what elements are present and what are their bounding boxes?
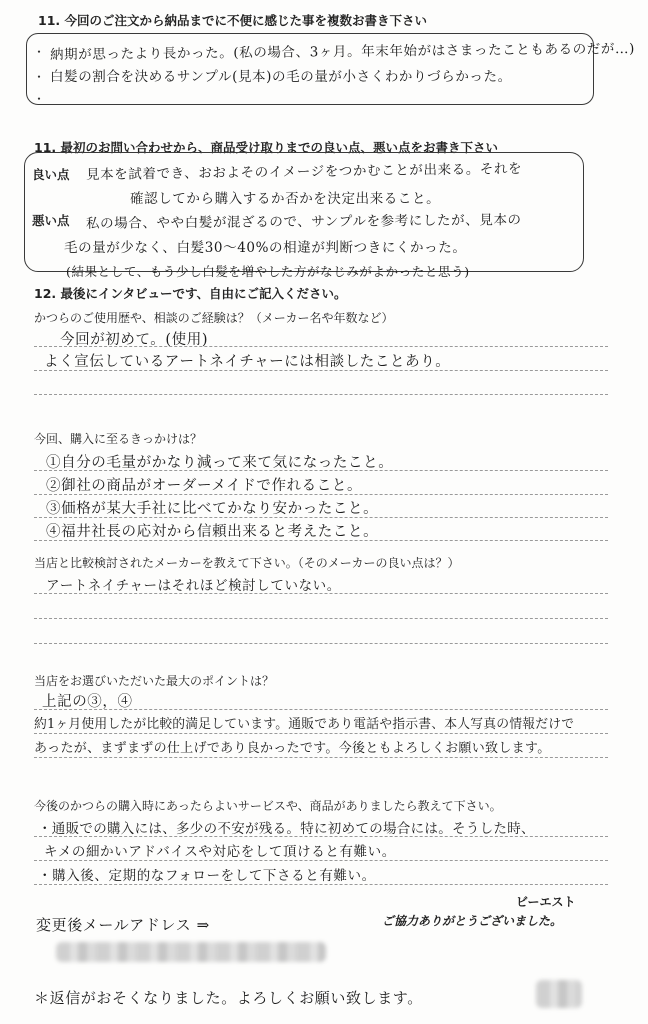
reason-answer-4: ④福井社長の応対から信頼出来ると考えたこと。 (46, 524, 379, 540)
reason-rule-4 (34, 540, 608, 541)
reason-rule-2 (34, 494, 608, 495)
email-label: 変更後メールアドレス ⇒ (36, 916, 210, 934)
good-point-label: 良い点 (32, 167, 70, 182)
point-prompt: 当店をお選びいただいた最大のポイントは？ (34, 674, 275, 688)
bad-point-label: 悪い点 (32, 213, 70, 228)
company-name: ビーエスト (516, 895, 576, 909)
bullet-2: ・ (33, 70, 46, 84)
history-answer-2: よく宣伝しているアートネイチャーには相談したことあり。 (44, 354, 451, 370)
compare-prompt: 当店と比較検討されたメーカーを教えて下さい。（そのメーカーの良い点は？） (34, 556, 460, 570)
reason-answer-2: ②御社の商品がオーダーメイドで作れること。 (46, 478, 363, 494)
service-prompt: 今後のかつらの購入時にあったらよいサービスや、商品がありましたら教えて下さい。 (34, 799, 502, 813)
point-answer-2: 約1ヶ月使用したが比較的満足しています。通販であり電話や指示書、本人写真の情報だけで (34, 717, 575, 732)
history-prompt: かつらのご使用歴や、相談のご経験は？（メーカー名や年数など） (34, 311, 394, 325)
bad-point-line-1: 私の場合、やや白髪が混ざるので、サンプルを参考にしたが、見本の (85, 212, 522, 232)
answer-11a-1: 納期が思ったより長かった。(私の場合、3ヶ月。年末年始がはさまったこともあるのだが…) (49, 40, 636, 64)
service-rule-1 (34, 836, 608, 837)
good-point-line-1: 見本を試着でき、おおよそのイメージをつかむことが出来る。それを (85, 160, 523, 184)
compare-rule-3 (34, 643, 608, 644)
bullet-1: ・ (33, 45, 46, 59)
point-answer-1: 上記の③，④ (42, 694, 133, 710)
redacted-email (56, 942, 326, 962)
bad-point-line-3: (結果として、もう少し白髪を増やした方がなじみがよかったと思う) (66, 264, 470, 279)
reason-rule-1 (34, 470, 608, 471)
good-point-line-2: 確認してから購入するか否かを決定出来ること。 (130, 191, 441, 207)
reason-answer-1: ①自分の毛量がかなり減って来て気になったこと。 (46, 455, 394, 471)
history-rule-2 (34, 370, 608, 371)
point-rule-2 (34, 733, 608, 734)
answer-11a-2: 白髪の割合を決めるサンプル(見本)の毛の量が小さくわかりづらかった。 (50, 69, 512, 85)
point-rule-1 (34, 709, 608, 710)
service-answer-3: ・購入後、定期的なフォローをして下さると有難い。 (38, 868, 376, 884)
point-answer-3: あったが、まずまずの仕上げであり良かったです。今後ともよろしくお願い致します。 (34, 741, 551, 756)
reason-answer-3: ③価格が某大手社に比べてかなり安かったこと。 (46, 501, 379, 517)
history-rule-1 (34, 346, 608, 347)
section-11a-heading: 11. 今回のご注文から納品までに不便に感じた事を複数お書き下さい (38, 13, 427, 28)
service-answer-1: ・通販での購入には、多少の不安が残る。特に初めての場合には。そうした時、 (38, 821, 535, 837)
section-11b-heading: 11. 最初のお問い合わせから、商品受け取りまでの良い点、悪い点をお書き下さい (34, 140, 498, 155)
thanks-message: ご協力ありがとうございました。 (382, 914, 563, 928)
history-answer-1: 今回が初めて。(使用) (60, 332, 209, 348)
compare-rule-2 (34, 618, 608, 619)
closing-note: ＊返信がおそくなりました。よろしくお願い致します。 (34, 989, 423, 1007)
redacted-signature (536, 980, 582, 1008)
reason-rule-3 (34, 517, 608, 518)
section-12-heading: 12. 最後にインタビューです、自由にご記入ください。 (34, 286, 347, 301)
compare-answer-1: アートネイチャーはそれほど検討していない。 (46, 578, 341, 594)
service-answer-2: キメの細かいアドバイスや対応をして頂けると有難い。 (44, 844, 396, 860)
bad-point-line-2: 毛の量が少なく、白髪30〜40%の相違が判断つきにくかった。 (64, 240, 467, 256)
compare-rule-1 (34, 593, 608, 594)
bullet-3: ・ (33, 92, 46, 106)
point-rule-3 (34, 757, 608, 758)
history-rule-3 (34, 394, 608, 395)
service-rule-2 (34, 860, 608, 861)
service-rule-3 (34, 884, 608, 885)
reason-prompt: 今回、購入に至るきっかけは？ (34, 432, 203, 446)
